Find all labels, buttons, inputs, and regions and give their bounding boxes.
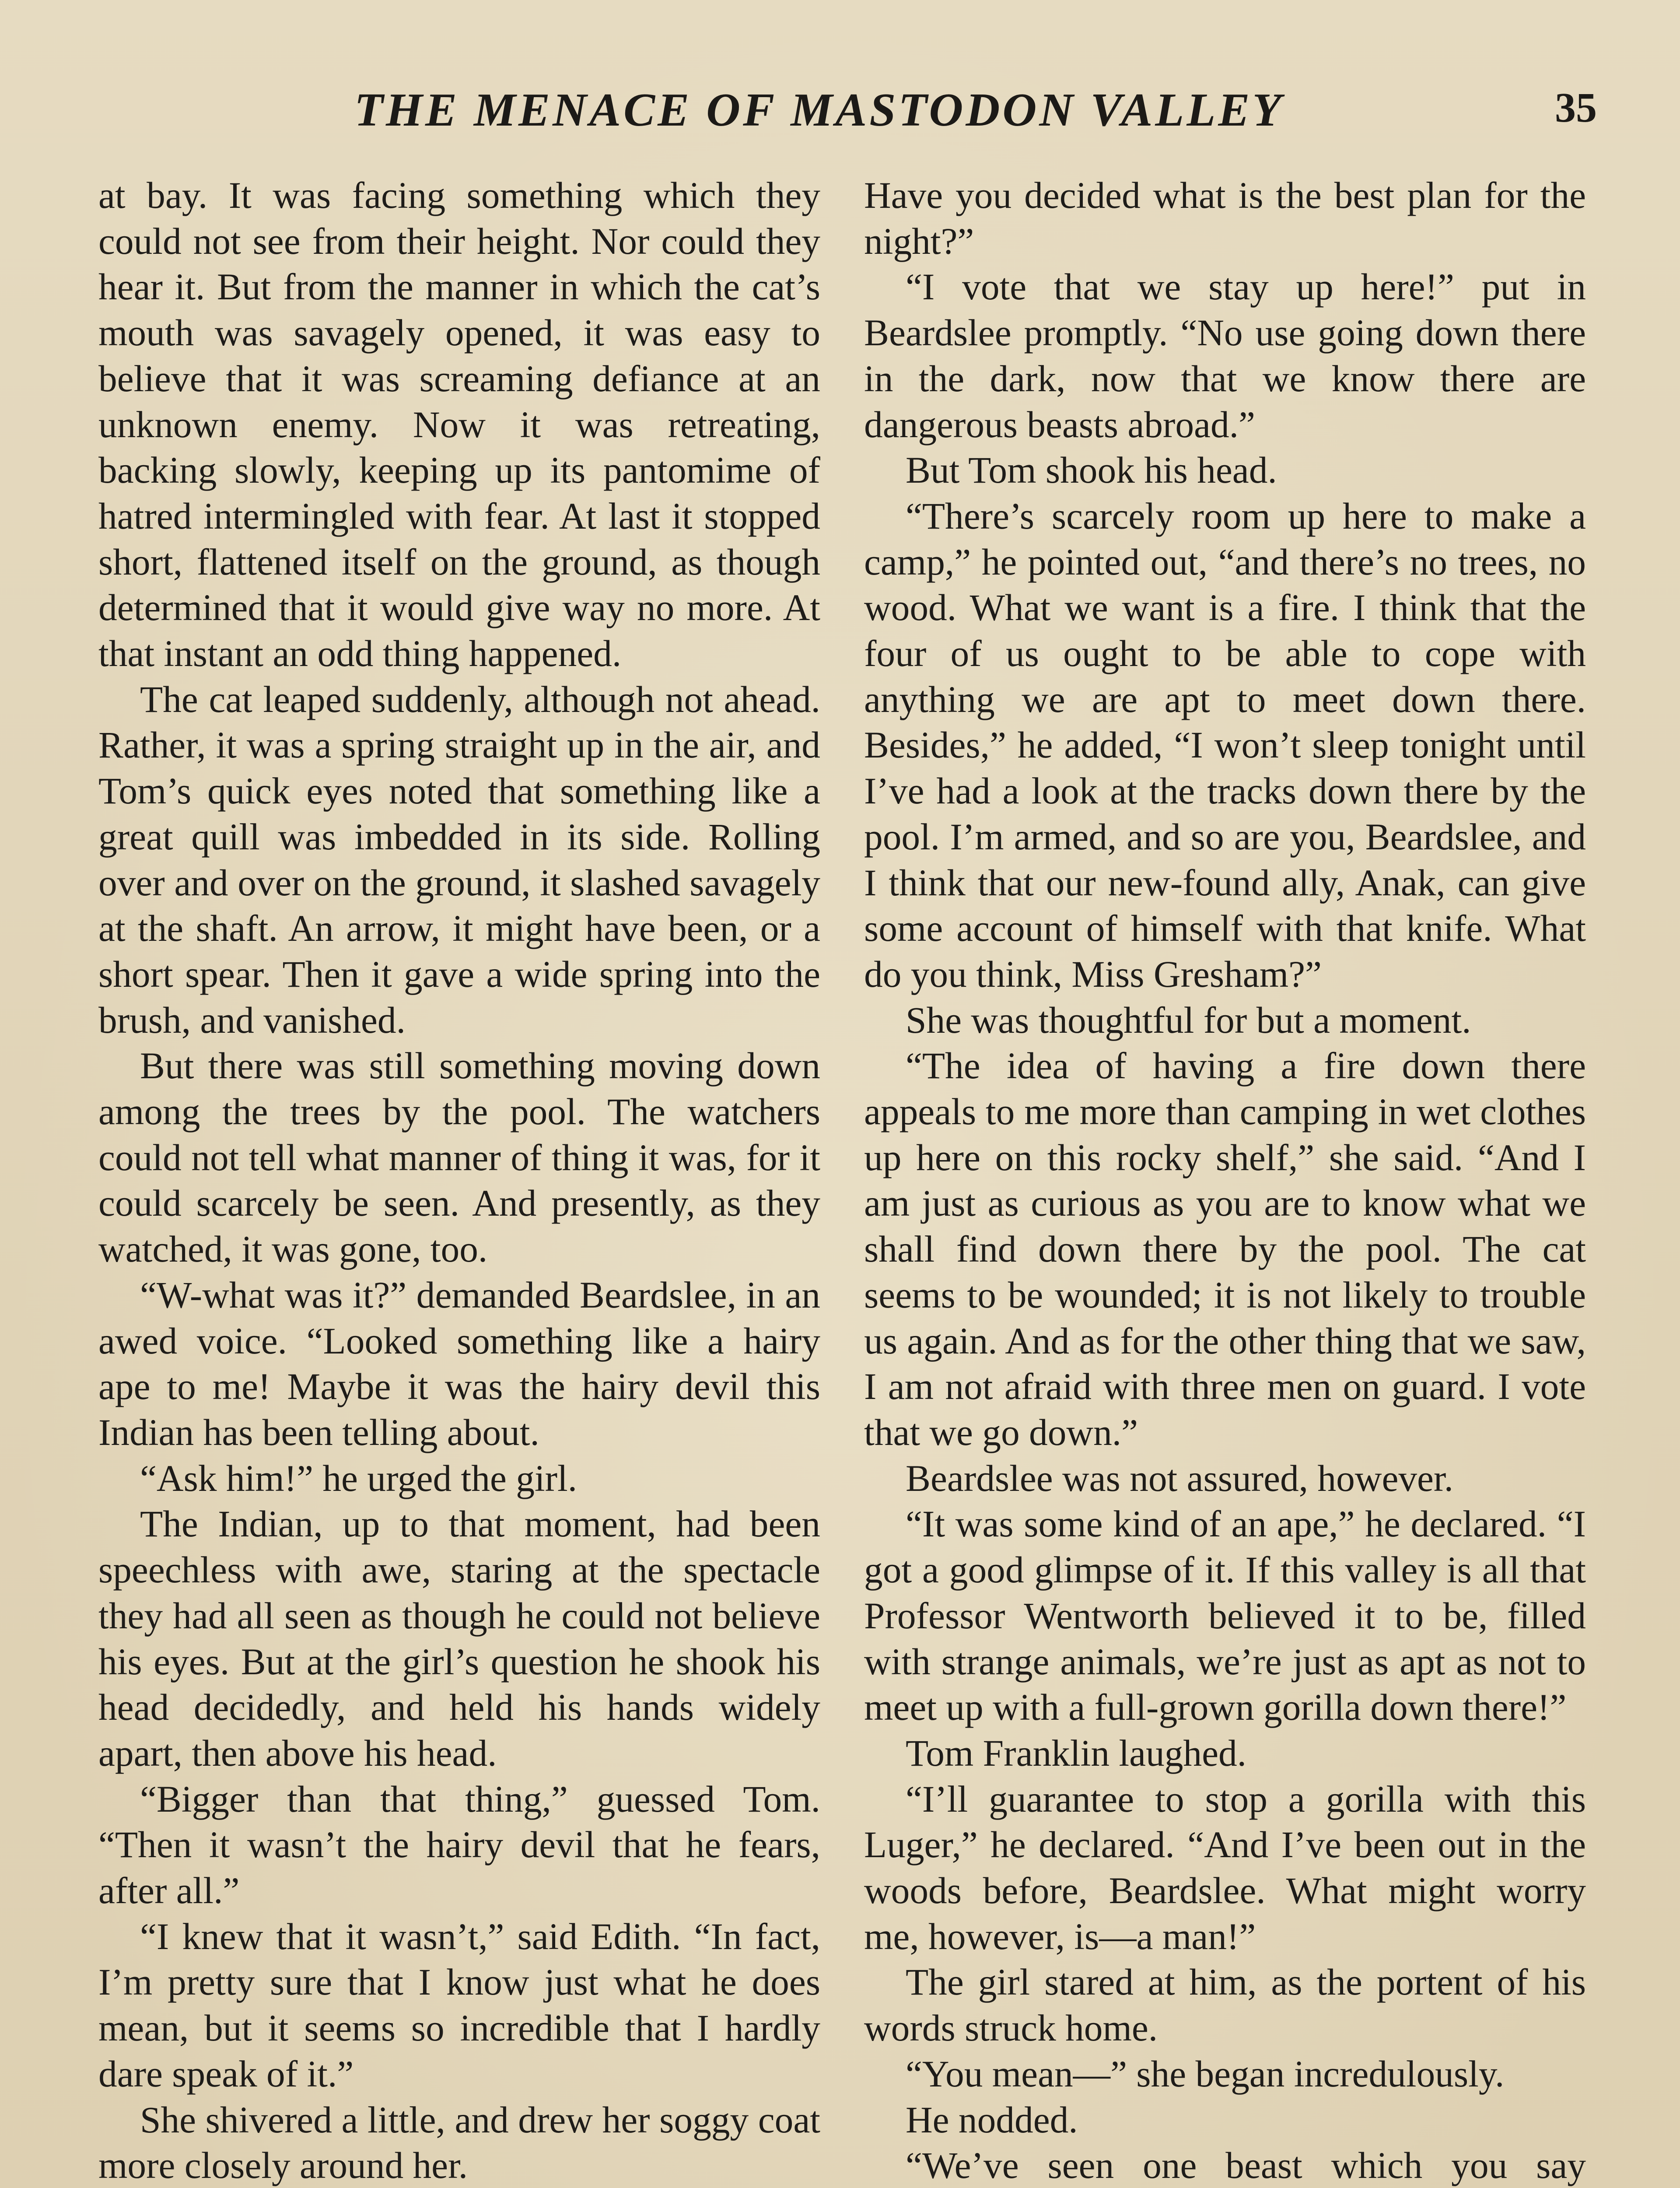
paragraph: But there was still something moving down among the trees by the pool. The watchers could not tell what manner of thing it was, for it could scarcely be seen. And presently, as they watched, it was gone, too. <box>98 1045 820 1270</box>
chapter-title: THE MENACE OF MASTODON VALLEY <box>354 84 1284 136</box>
paragraph: The cat leaped suddenly, although not ahead. Rather, it was a spring straight up in the air, and Tom’s quick eyes noted that something like a great quill was imbedded in its side. Rolling over and over on the ground, it slashed savagely at the shaft. An arrow, it might have been, or a short spear. Then it gave a wide spring into the brush, and vanished. <box>98 679 820 1041</box>
paragraph: “I knew that it wasn’t,” said Edith. “In fact, I’m pretty sure that I know just what he does mean, but it seems so incredible that I hardly dare speak of it.” <box>98 1916 820 2095</box>
paragraph: “I vote that we stay up here!” put in Beardslee promptly. “No use going down there in the dark, now that we know there are dangerous beasts abroad.” <box>864 266 1586 445</box>
paragraph: Have you decided what is the best plan for the night?” <box>864 175 1586 262</box>
paragraph: “Bigger than that thing,” guessed Tom. “Then it wasn’t the hairy devil that he fears, after all.” <box>98 1778 820 1912</box>
paragraph: “There’s scarcely room up here to make a camp,” he pointed out, “and there’s no trees, no wood. What we want is a fire. I think that the four of us ought to be able to cope with anything we are apt to meet down there. Besides,” he added, “I won’t sleep tonight until I’ve had a look at the tracks down there by the pool. I’m armed, and so are you, Beardslee, and I think that our new-found ally, Anak, can give some account of himself with that knife. What do you think, Miss Gresham?” <box>864 495 1586 995</box>
page-number: 35 <box>1555 84 1597 131</box>
paragraph: The Indian, up to that moment, had been speechless with awe, staring at the spectacle they had all seen as though he could not believe his eyes. But at the girl’s question he shook his head decidedly, and held his hands widely apart, then above his head. <box>98 1504 820 1774</box>
paragraph: “We’ve seen one beast which you say <box>906 2145 1586 2187</box>
paragraph: The girl stared at him, as the portent of his words struck home. <box>864 1962 1586 2049</box>
paragraph: “The idea of having a fire down there appeals to me more than camping in wet clothes up here on this rocky shelf,” she said. “And I am just as curious as you are to know what we shall find down there by the pool. The cat seems to be wounded; it is not likely to trouble us again. And as for the other thing that we saw, I am not afraid with three men on guard. I vote that we go down.” <box>864 1045 1586 1453</box>
right-column <box>864 173 1586 2188</box>
running-head <box>101 74 1597 158</box>
paragraph: She was thoughtful for but a moment. <box>906 999 1471 1041</box>
paragraph: Tom Franklin laughed. <box>906 1732 1247 1774</box>
paragraph: He nodded. <box>906 2099 1078 2141</box>
paragraph: “It was some kind of an ape,” he declared. “I got a good glimpse of it. If this valley is all that Professor Wentworth believed it to be, filled with strange animals, we’re just as apt as not to meet up with a full-grown gorilla down there!” <box>864 1504 1586 1729</box>
paragraph: But Tom shook his head. <box>906 450 1277 491</box>
paragraph: Beardslee was not assured, however. <box>906 1458 1454 1499</box>
paragraph: at bay. It was facing something which they could not see from their height. Nor could they hear it. But from the manner in which the cat’s mouth was savagely opened, it was easy to believe that it was screaming defiance at an unknown enemy. Now it was retreating, backing slowly, keeping up its pantomime of hatred intermingled with fear. At last it stopped short, flattened itself on the ground, as though determined that it would give way no more. At that instant an odd thing happened. <box>98 175 820 675</box>
paragraph: “You mean—” she began incredulously. <box>906 2053 1505 2095</box>
paragraph: “Ask him!” he urged the girl. <box>140 1458 578 1499</box>
paragraph: “W-what was it?” demanded Beardslee, in an awed voice. “Looked something like a hairy ape to me! Maybe it was the hairy devil this Indian has been telling about. <box>98 1274 820 1453</box>
paragraph: She shivered a little, and drew her soggy coat more closely around her. <box>98 2099 820 2187</box>
left-column <box>98 173 820 2188</box>
paragraph: “I’ll guarantee to stop a gorilla with this Luger,” he declared. “And I’ve been out in the woods before, Beardslee. What might worry me, however, is—a man!” <box>864 1778 1586 1957</box>
